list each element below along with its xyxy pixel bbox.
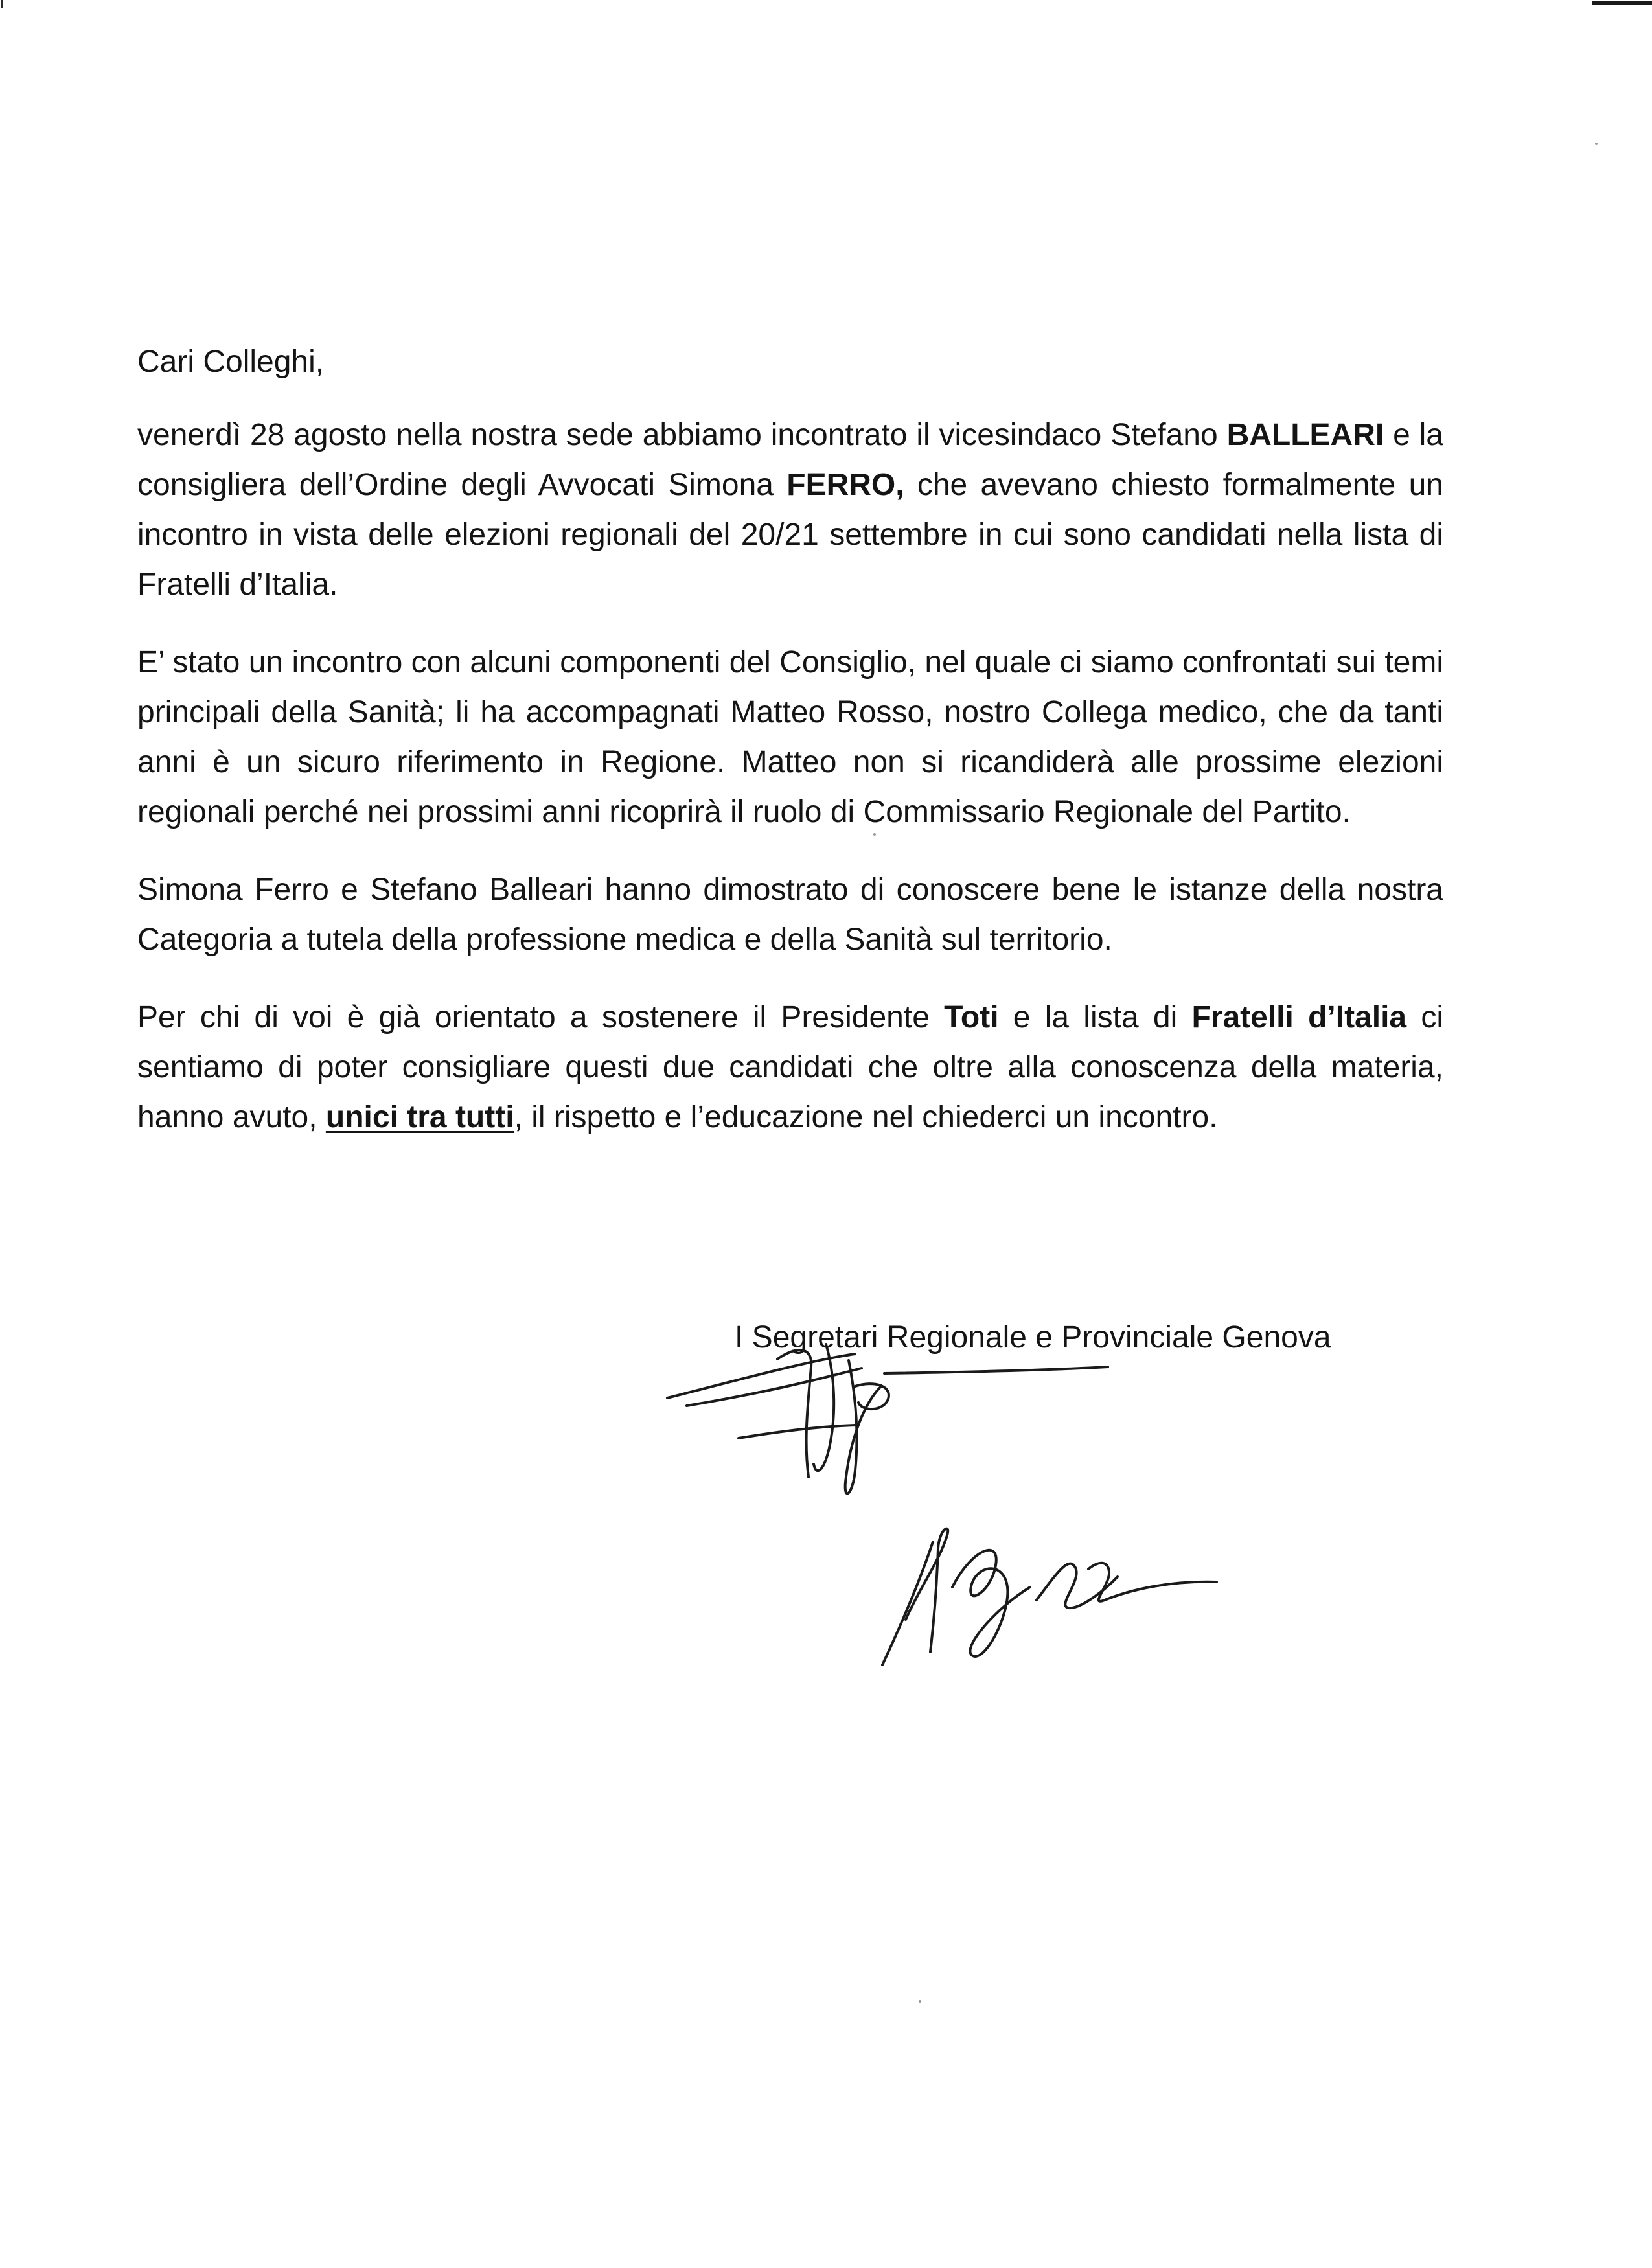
- signature-line: I Segretari Regionale e Provinciale Genova: [735, 1320, 1331, 1355]
- paragraph-candidates: Simona Ferro e Stefano Balleari hanno dimostrato di conoscere bene le istanze della nostra Categoria a tutela della professione medica e della Sanità sul territorio.: [137, 873, 1443, 957]
- scan-edge-mark: [1592, 1, 1652, 5]
- paragraph-text: ci sentiamo di poter consigliare questi due candidati che oltre alla conoscenza della materia, hanno avuto,: [137, 1000, 1444, 1134]
- president-name: Toti: [944, 1000, 999, 1035]
- paragraph-recommendation: [137, 992, 1443, 1142]
- paragraph-text: Per chi di voi è già orientato a sostenere il Presidente: [137, 1000, 945, 1035]
- letter-body: [137, 337, 1443, 1170]
- candidate-name-balleari: BALLEARI: [1226, 418, 1384, 452]
- paragraph-council: E’ stato un incontro con alcuni componenti del Consiglio, nel quale ci siamo confrontati sui temi principali della Sanità; li ha accompagnati Matteo Rosso, nostro Collega medico, che da tanti anni è un sicuro riferimento in Regione. Matteo non si ricandiderà alle prossime elezioni regionali perché nei prossimi anni ricoprirà il ruolo di Commissario Regionale del Partito.: [137, 645, 1443, 829]
- paragraph-text: , il rispetto e l’educazione nel chiederci un incontro.: [514, 1100, 1218, 1134]
- scan-speck: [1595, 143, 1598, 145]
- paragraph-text: venerdì 28 agosto nella nostra sede abbiamo incontrato il vicesindaco Stefano: [137, 418, 1227, 452]
- greeting: Cari Colleghi,: [137, 345, 325, 379]
- scan-speck: [919, 2000, 921, 2003]
- signature-regional-secretary: [661, 1283, 1127, 1516]
- signature-provincial-secretary: [875, 1509, 1224, 1678]
- party-name: Fratelli d’Italia: [1191, 1000, 1407, 1035]
- paragraph-meeting: [137, 410, 1443, 610]
- scan-edge-mark: [1, 0, 3, 8]
- paragraph-text: che avevano chiesto formalmente un incontro in vista delle elezioni regionali del 20/21 settembre in cui sono candidati nella lista di Fratelli d’Italia.: [137, 468, 1443, 602]
- paragraph-text: e la consigliera dell’Ordine degli Avvocati Simona: [137, 418, 1444, 502]
- emphasis-text: unici tra tutti: [325, 1100, 514, 1134]
- candidate-name-ferro: FERRO,: [786, 468, 904, 502]
- paragraph-text: e la lista di: [998, 1000, 1192, 1035]
